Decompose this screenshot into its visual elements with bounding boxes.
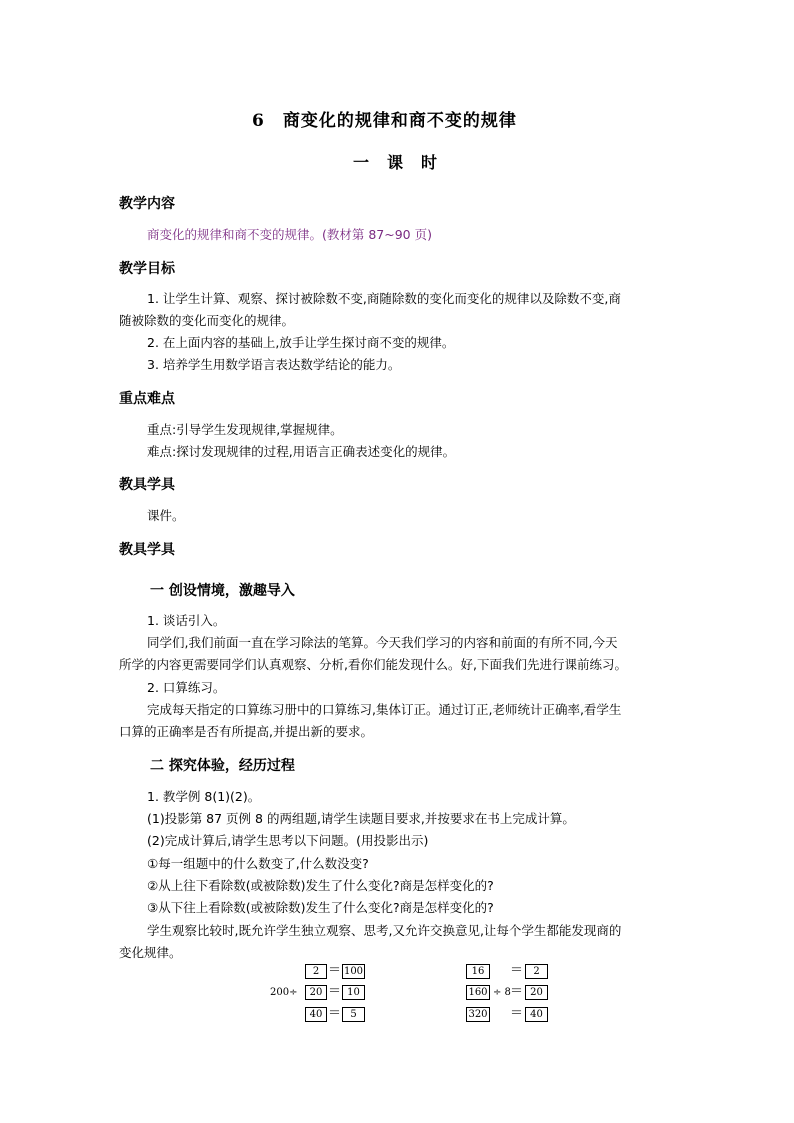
equals-sign: ＝ [510, 963, 524, 978]
goals-heading: 教学目标 [119, 261, 175, 277]
page-title: 6 商变化的规律和商不变的规律 [252, 111, 517, 131]
content-heading: 教学内容 [119, 196, 175, 212]
right-quotient-box: 20 [525, 985, 548, 1000]
page-subtitle: 一 课 时 [353, 153, 439, 172]
goal-1-line-1: 1. 让学生计算、观察、探讨被除数不变,商随除数的变化而变化的规律以及除数不变,商 [147, 291, 621, 306]
part-2-question-2: ②从上往下看除数(或被除数)发生了什么变化?商是怎样变化的? [147, 878, 494, 893]
equals-sign: ＝ [510, 1006, 524, 1021]
part-2-observe-line-1: 学生观察比较时,既允许学生独立观察、思考,又允许交换意见,让每个学生都能发现商的 [147, 923, 622, 938]
left-quotient-box: 10 [342, 985, 365, 1000]
part-2-question-1: ①每一组题中的什么数变了,什么数没变? [147, 856, 369, 871]
process-heading: 教具学具 [119, 542, 175, 558]
goal-3: 3. 培养学生用数学语言表达数学结论的能力。 [147, 357, 401, 372]
left-dividend-label: 200÷ [270, 987, 298, 998]
key-heading: 重点难点 [119, 391, 175, 407]
part-1-title: 一 创设情境，激趣导入 [150, 583, 295, 599]
left-divisor-box: 40 [305, 1007, 327, 1022]
equals-sign: ＝ [510, 984, 524, 999]
right-quotient-box: 2 [525, 964, 548, 979]
equals-sign: ＝ [328, 1006, 342, 1021]
right-divisor-label: ÷ 8 [493, 987, 511, 998]
part-1-text-2-line-1: 完成每天指定的口算练习册中的口算练习,集体订正。通过订正,老师统计正确率,看学生 [147, 702, 622, 717]
tools-heading: 教具学具 [119, 477, 175, 493]
content-text: 商变化的规律和商不变的规律。(教材第 87~90 页) [147, 227, 432, 242]
left-divisor-box: 20 [305, 985, 327, 1000]
left-quotient-box: 100 [343, 966, 364, 977]
part-1-text-1-line-1: 同学们,我们前面一直在学习除法的笔算。今天我们学习的内容和前面的有所不同,今天 [147, 635, 618, 650]
goal-1-line-2: 随被除数的变化而变化的规律。 [119, 313, 295, 328]
part-2-item-1: 1. 教学例 8(1)(2)。 [147, 789, 261, 804]
part-2-line-2: (2)完成计算后,请学生思考以下问题。(用投影出示) [147, 833, 429, 848]
left-divisor-box: 2 [305, 964, 327, 979]
tools-text: 课件。 [147, 508, 185, 523]
part-2-title: 二 探究体验，经历过程 [150, 758, 295, 774]
right-quotient-box: 40 [525, 1007, 548, 1022]
right-dividend-box: 16 [466, 964, 490, 979]
right-dividend-box: 320 [466, 1007, 490, 1022]
part-2-question-3: ③从下往上看除数(或被除数)发生了什么变化?商是怎样变化的? [147, 900, 494, 915]
equals-sign: ＝ [328, 963, 342, 978]
part-1-text-1-line-2: 所学的内容更需要同学们认真观察、分析,看你们能发现什么。好,下面我们先进行课前练习。 [119, 657, 627, 672]
goal-2: 2. 在上面内容的基础上,放手让学生探讨商不变的规律。 [147, 335, 455, 350]
difficulty: 难点:探讨发现规律的过程,用语言正确表述变化的规律。 [147, 444, 456, 459]
part-1-item-2: 2. 口算练习。 [147, 680, 226, 695]
left-quotient-box: 5 [342, 1007, 365, 1022]
right-dividend-box: 160 [466, 985, 490, 1000]
equals-sign: ＝ [328, 984, 342, 999]
part-1-item-1: 1. 谈话引入。 [147, 613, 226, 628]
key-point: 重点:引导学生发现规律,掌握规律。 [147, 422, 343, 437]
part-2-line-1: (1)投影第 87 页例 8 的两组题,请学生读题目要求,并按要求在书上完成计算。 [147, 811, 575, 826]
part-2-observe-line-2: 变化规律。 [119, 945, 182, 960]
part-1-text-2-line-2: 口算的正确率是否有所提高,并提出新的要求。 [119, 724, 373, 739]
